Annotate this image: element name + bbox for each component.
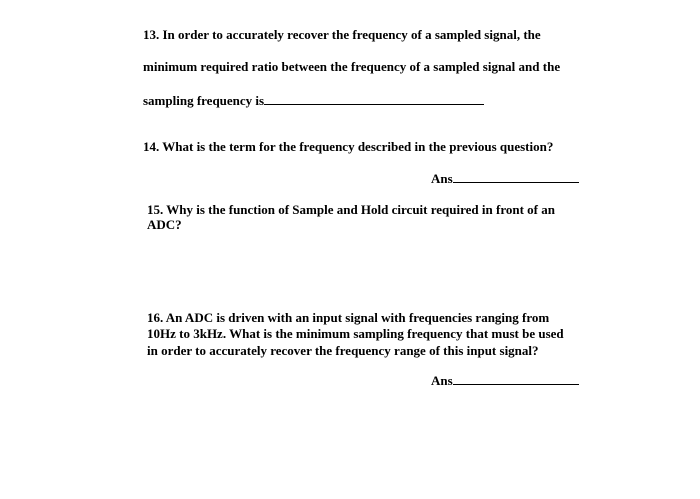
q15-line-2: ADC? <box>147 217 182 232</box>
q16-ans-label: Ans <box>431 373 453 388</box>
q15-line-1: 15. Why is the function of Sample and Hold circuit required in front of an <box>147 202 555 217</box>
q16-line-3: in order to accurately recover the frequency range of this input signal? <box>147 343 539 358</box>
q16-line-2: 10Hz to 3kHz. What is the minimum sampling frequency that must be used <box>147 326 564 341</box>
q13-line-3-text: sampling frequency is <box>143 93 265 108</box>
q13-line-2: minimum required ratio between the frequency of a sampled signal and the <box>143 59 561 74</box>
q14-question: 14. What is the term for the frequency described in the previous question? <box>143 139 554 154</box>
q16-answer-line <box>431 373 579 389</box>
q14-answer-line <box>431 171 579 187</box>
q13-line-3 <box>143 93 484 109</box>
q14-ans-label: Ans <box>431 171 453 186</box>
q14-answer-blank[interactable] <box>453 171 579 183</box>
q16-answer-blank[interactable] <box>453 373 579 385</box>
q13-answer-blank[interactable] <box>264 93 484 105</box>
q16-line-1: 16. An ADC is driven with an input signal with frequencies ranging from <box>147 310 550 325</box>
q13-line-1: 13. In order to accurately recover the frequency of a sampled signal, the <box>143 27 541 42</box>
